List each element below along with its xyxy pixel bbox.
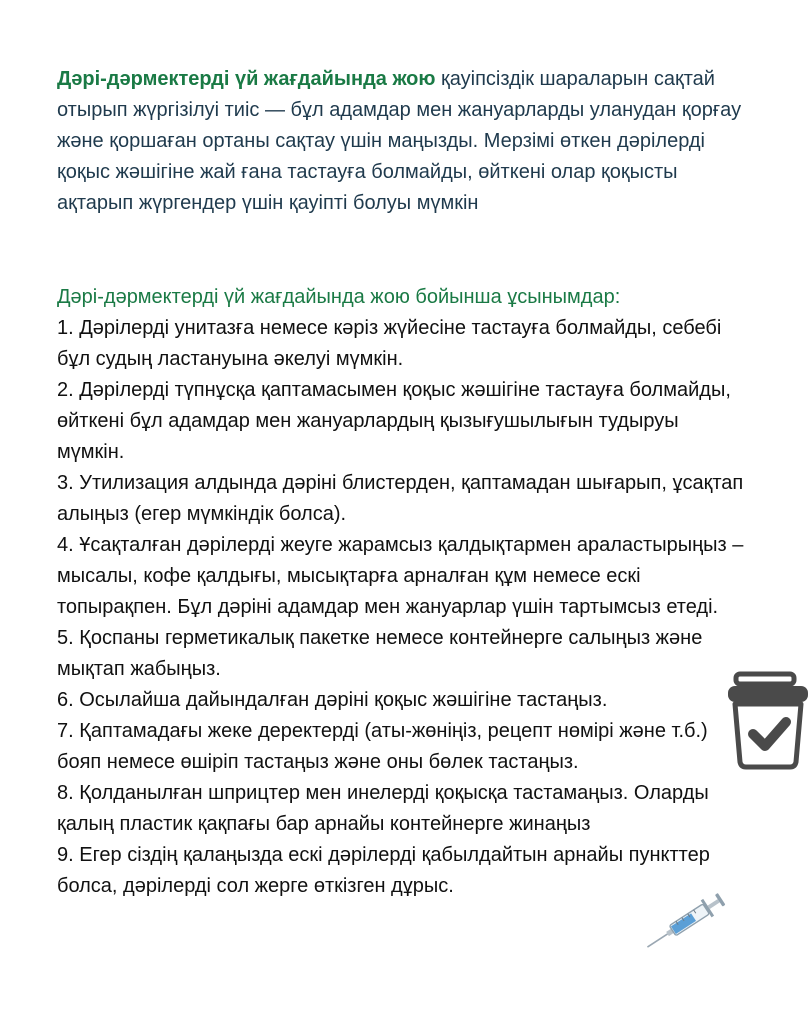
list-item: 4. Ұсақталған дәрілерді жеуге жарамсыз қалдықтармен араластырыңыз – мысалы, кофе қалдығы, мысықтарға арналған құм немесе ескі топырақпен. Бұл дәріні адамдар мен жануарлар үшін тартымсыз етеді. (57, 534, 744, 618)
list-item: 6. Осылайша дайындалған дәріні қоқыс жәшігіне тастаңыз. (57, 689, 608, 711)
trash-bin-check-icon (726, 670, 810, 770)
syringe-icon (638, 888, 734, 956)
list-item: 2. Дәрілерді түпнұсқа қаптамасымен қоқыс жәшігіне тастауға болмайды, өйткені бұл адамдар мен жануарлардың қызығушылығын тудыруы мүмкін. (57, 379, 731, 463)
intro-lead: Дәрі-дәрмектерді үй жағдайында жою (57, 68, 436, 90)
list-item: 1. Дәрілерді унитазға немесе кәріз жүйесіне тастауға болмайды, себебі бұл судың ластануына әкелуі мүмкін. (57, 317, 722, 370)
recommendations-list (57, 313, 747, 902)
intro-paragraph (57, 64, 757, 219)
list-item: 9. Егер сіздің қалаңызда ескі дәрілерді қабылдайтын арнайы пункттер болса, дәрілерді сол жерге өткізген дұрыс. (57, 844, 710, 897)
list-item: 3. Утилизация алдында дәріні блистерден, қаптамадан шығарып, ұсақтап алыңыз (егер мүмкіндік болса). (57, 472, 744, 525)
list-item: 7. Қаптамадағы жеке деректерді (аты-жөніңіз, рецепт нөмірі және т.б.) бояп немесе өшіріп тастаңыз және оны бөлек тастаңыз. (57, 720, 708, 773)
intro-text: қауіпсіздік шараларын сақтай отырып жүргізілуі тиіс — бұл адамдар мен жануарларды уланудан қорғау және қоршаған ортаны сақтау үшін маңызды. Мерзімі өткен дәрілерді қоқыс жәшігіне жай ғана тастауға болмайды, өйткені олар қоқысты ақтарып жүргендер үшін қауіпті болуы мүмкін (57, 68, 742, 214)
recommendations-heading: Дәрі-дәрмектерді үй жағдайында жою бойынша ұсынымдар: (57, 286, 621, 308)
list-item: 5. Қоспаны герметикалық пакетке немесе контейнерге салыңыз және мықтап жабыңыз. (57, 627, 703, 680)
list-item: 8. Қолданылған шприцтер мен инелерді қоқысқа тастамаңыз. Оларды қалың пластик қақпағы бар арнайы контейнерге жинаңыз (57, 782, 709, 835)
